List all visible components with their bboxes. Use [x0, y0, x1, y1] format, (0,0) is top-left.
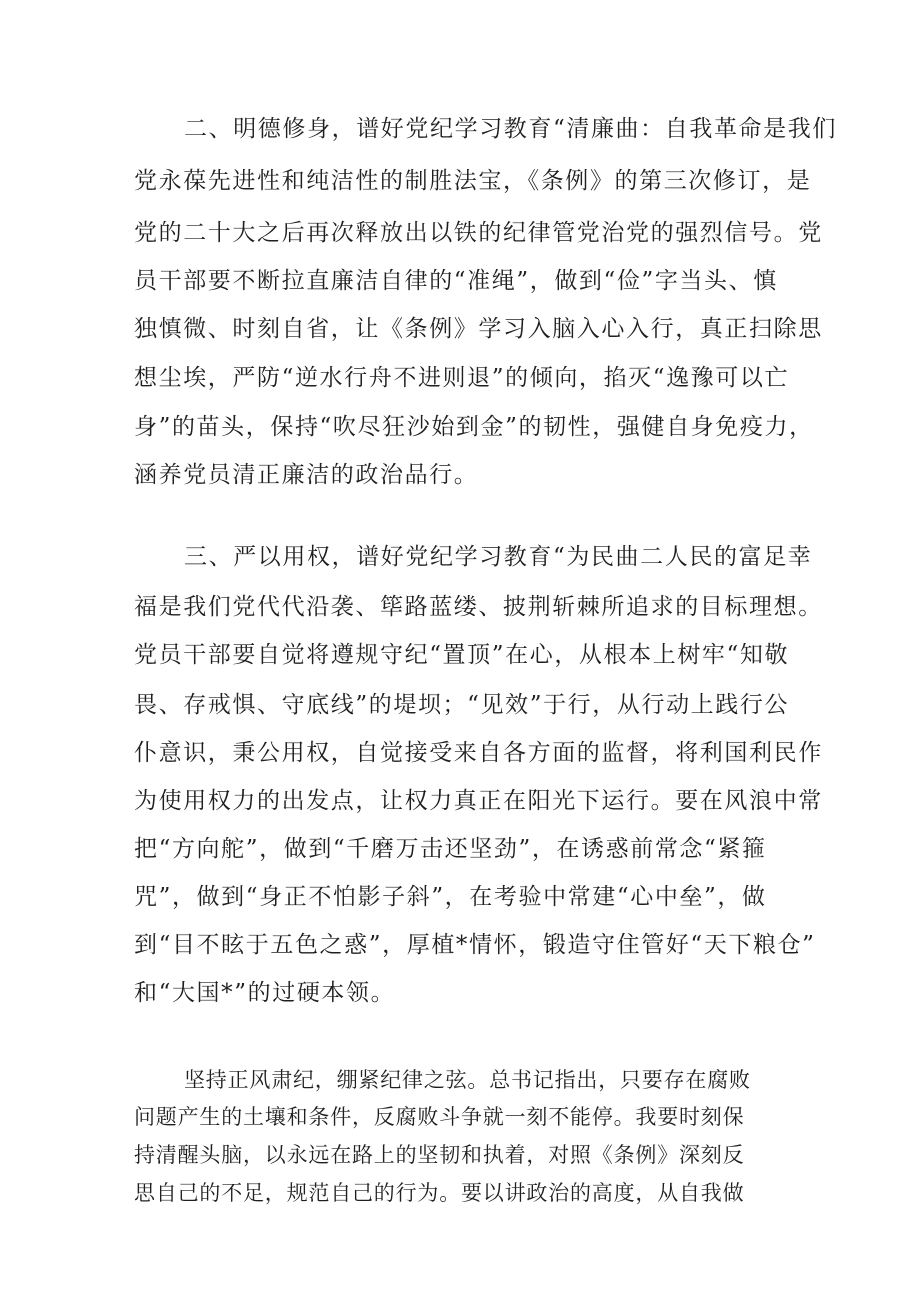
- paragraph-line: 党的二十大之后再次释放出以铁的纪律管党治党的强烈信号。党: [134, 220, 823, 246]
- paragraph-line: 独慎微、时刻自省，让《条例》学习入脑入心入行，真正扫除思: [134, 316, 823, 342]
- paragraph-line: 想尘埃，严防“逆水行舟不进则退”的倾向，掐灭“逸豫可以亡: [134, 365, 790, 391]
- paragraph-line: 把“方向舵”，做到“千磨万击还坚劲”，在诱惑前常念“紧箍: [134, 836, 767, 862]
- paragraph-line: 三、严以用权，谱好党纪学习教育“为民曲二人民的富足幸: [184, 544, 813, 570]
- paragraph-line: 为使用权力的出发点，让权力真正在阳光下运行。要在风浪中常: [134, 788, 823, 814]
- paragraph-line: 坚持正风肃纪，绷紧纪律之弦。总书记指出，只要存在腐败: [184, 1068, 751, 1092]
- paragraph-line: 身”的苗头，保持“吹尽狂沙始到金”的韧性，强健自身免疫力，: [134, 414, 814, 440]
- paragraph-line: 党永葆先进性和纯洁性的制胜法宝，《条例》的第三次修订，是: [134, 168, 812, 194]
- paragraph-line: 党员干部要自觉将遵规守纪“置顶”在心，从根本上树牢“知敬: [134, 642, 790, 668]
- paragraph-line: 二、明德修身，谱好党纪学习教育“清廉曲：自我革命是我们: [184, 116, 837, 142]
- paragraph-line: 思自己的不足，规范自己的行为。要以讲政治的高度，从自我做: [134, 1181, 745, 1205]
- paragraph-line: 涵养党员清正廉洁的政治品行。: [134, 462, 479, 488]
- paragraph-line: 咒”，做到“身正不怕影子斜”，在考验中常建“心中垒”，做: [134, 884, 767, 910]
- paragraph-line: 员干部要不断拉直廉洁自律的“准绳”，做到“俭”字当头、慎: [134, 268, 778, 294]
- paragraph-line: 持清醒头脑，以永远在路上的坚韧和执着，对照《条例》深刻反: [134, 1143, 745, 1167]
- paragraph-line: 福是我们党代代沿袭、筚路蓝缕、披荆斩棘所追求的目标理想。: [134, 594, 823, 620]
- paragraph-line: 仆意识，秉公用权，自觉接受来自各方面的监督，将利国利民作: [134, 740, 823, 766]
- paragraph-line: 和“大国*”的过硬本领。: [134, 980, 396, 1006]
- paragraph-line: 问题产生的土壤和条件，反腐败斗争就一刻不能停。我要时刻保: [134, 1105, 745, 1129]
- paragraph-line: 畏、存戒惧、守底线”的堤坝；“见效”于行，从行动上践行公: [134, 692, 790, 718]
- paragraph-line: 到“目不眩于五色之惑”，厚植*情怀，锻造守住管好“天下粮仓”: [134, 932, 816, 958]
